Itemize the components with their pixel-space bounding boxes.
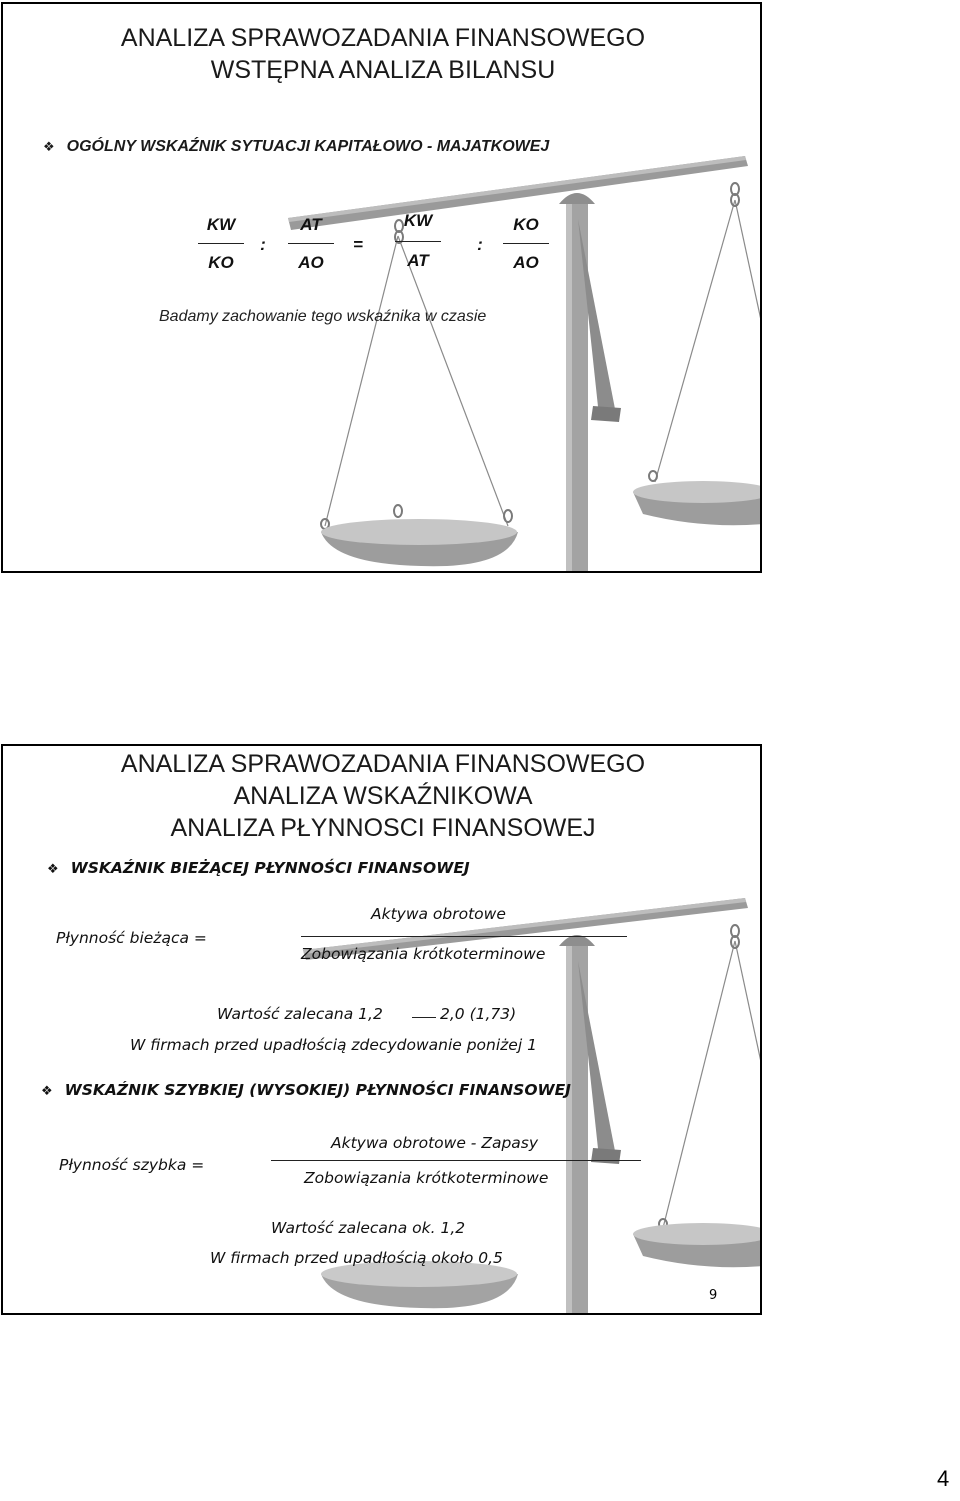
quick-ratio-bar — [271, 1160, 641, 1161]
current-bankruptcy-note: W firmach przed upadłością zdecydowanie poniżej 1 — [130, 1036, 537, 1054]
quick-ratio-label: Płynność szybka = — [59, 1156, 205, 1174]
bullet-text: WSKAŹNIK BIEŻĄCEJ PŁYNNOŚCI FINANSOWEJ — [70, 859, 470, 877]
fraction-2-numerator: AT — [300, 215, 322, 234]
bullet-overall-ratio — [43, 138, 549, 156]
slide-number: 9 — [709, 1288, 718, 1303]
current-ratio-label: Płynność bieżąca = — [56, 929, 207, 947]
bullet-text: WSKAŹNIK SZYBKIEJ (WYSOKIEJ) PŁYNNOŚCI FINANSOWEJ — [64, 1081, 571, 1099]
diamond-bullet-icon: ❖ — [43, 139, 55, 154]
fraction-2-bar — [288, 243, 334, 244]
scale-illustration — [3, 4, 762, 573]
slide-title-line-2: WSTĘPNA ANALIZA BILANSU — [210, 56, 556, 84]
current-ratio-numerator: Aktywa obrotowe — [371, 905, 506, 923]
current-ratio-denominator: Zobowiązania krótkoterminowe — [301, 945, 546, 963]
quick-ratio-numerator: Aktywa obrotowe - Zapasy — [331, 1134, 539, 1152]
diamond-bullet-icon: ❖ — [41, 1084, 53, 1099]
fraction-3-numerator: KW — [403, 211, 433, 230]
operator-divide-1: : — [260, 235, 266, 254]
operator-divide-2: : — [477, 235, 483, 254]
fraction-1-numerator: KW — [206, 215, 236, 234]
current-recommended-a: Wartość zalecana 1,2 — [217, 1005, 383, 1023]
slide-title-line-2: ANALIZA WSKAŹNIKOWA — [233, 782, 533, 810]
bullet-quick-liquidity — [41, 1081, 571, 1099]
slide-1 — [1, 2, 762, 573]
diamond-bullet-icon: ❖ — [47, 862, 59, 877]
range-dash — [412, 1017, 436, 1018]
fraction-2-denominator: AO — [298, 253, 324, 272]
current-ratio-bar — [301, 936, 627, 937]
quick-bankruptcy-note: W firmach przed upadłością około 0,5 — [210, 1249, 503, 1267]
fraction-3-denominator: AT — [407, 251, 429, 270]
fraction-4-denominator: AO — [513, 253, 539, 272]
quick-recommended: Wartość zalecana ok. 1,2 — [271, 1219, 466, 1237]
bullet-current-liquidity — [47, 859, 470, 877]
fraction-3-bar — [395, 241, 441, 242]
bullet-text: OGÓLNY WSKAŹNIK SYTUACJI KAPITAŁOWO - MAJATKOWEJ — [66, 138, 550, 155]
fraction-4-bar — [503, 243, 549, 244]
fraction-1-bar — [198, 243, 244, 244]
operator-equals: = — [353, 235, 363, 254]
slide-2 — [1, 744, 762, 1315]
fraction-1-denominator: KO — [208, 253, 234, 272]
current-recommended-b: 2,0 (1,73) — [440, 1005, 517, 1023]
slide-title-line-3: ANALIZA PŁYNNOSCI FINANSOWEJ — [170, 814, 596, 842]
page-number: 4 — [937, 1466, 950, 1491]
slide-title-line-1: ANALIZA SPRAWOZADANIA FINANSOWEGO — [120, 750, 646, 778]
slide-title-line-1: ANALIZA SPRAWOZADANIA FINANSOWEGO — [120, 24, 646, 52]
quick-ratio-denominator: Zobowiązania krótkoterminowe — [304, 1169, 549, 1187]
fraction-4-numerator: KO — [513, 215, 539, 234]
trend-note: Badamy zachowanie tego wskaźnika w czasie — [159, 308, 487, 325]
